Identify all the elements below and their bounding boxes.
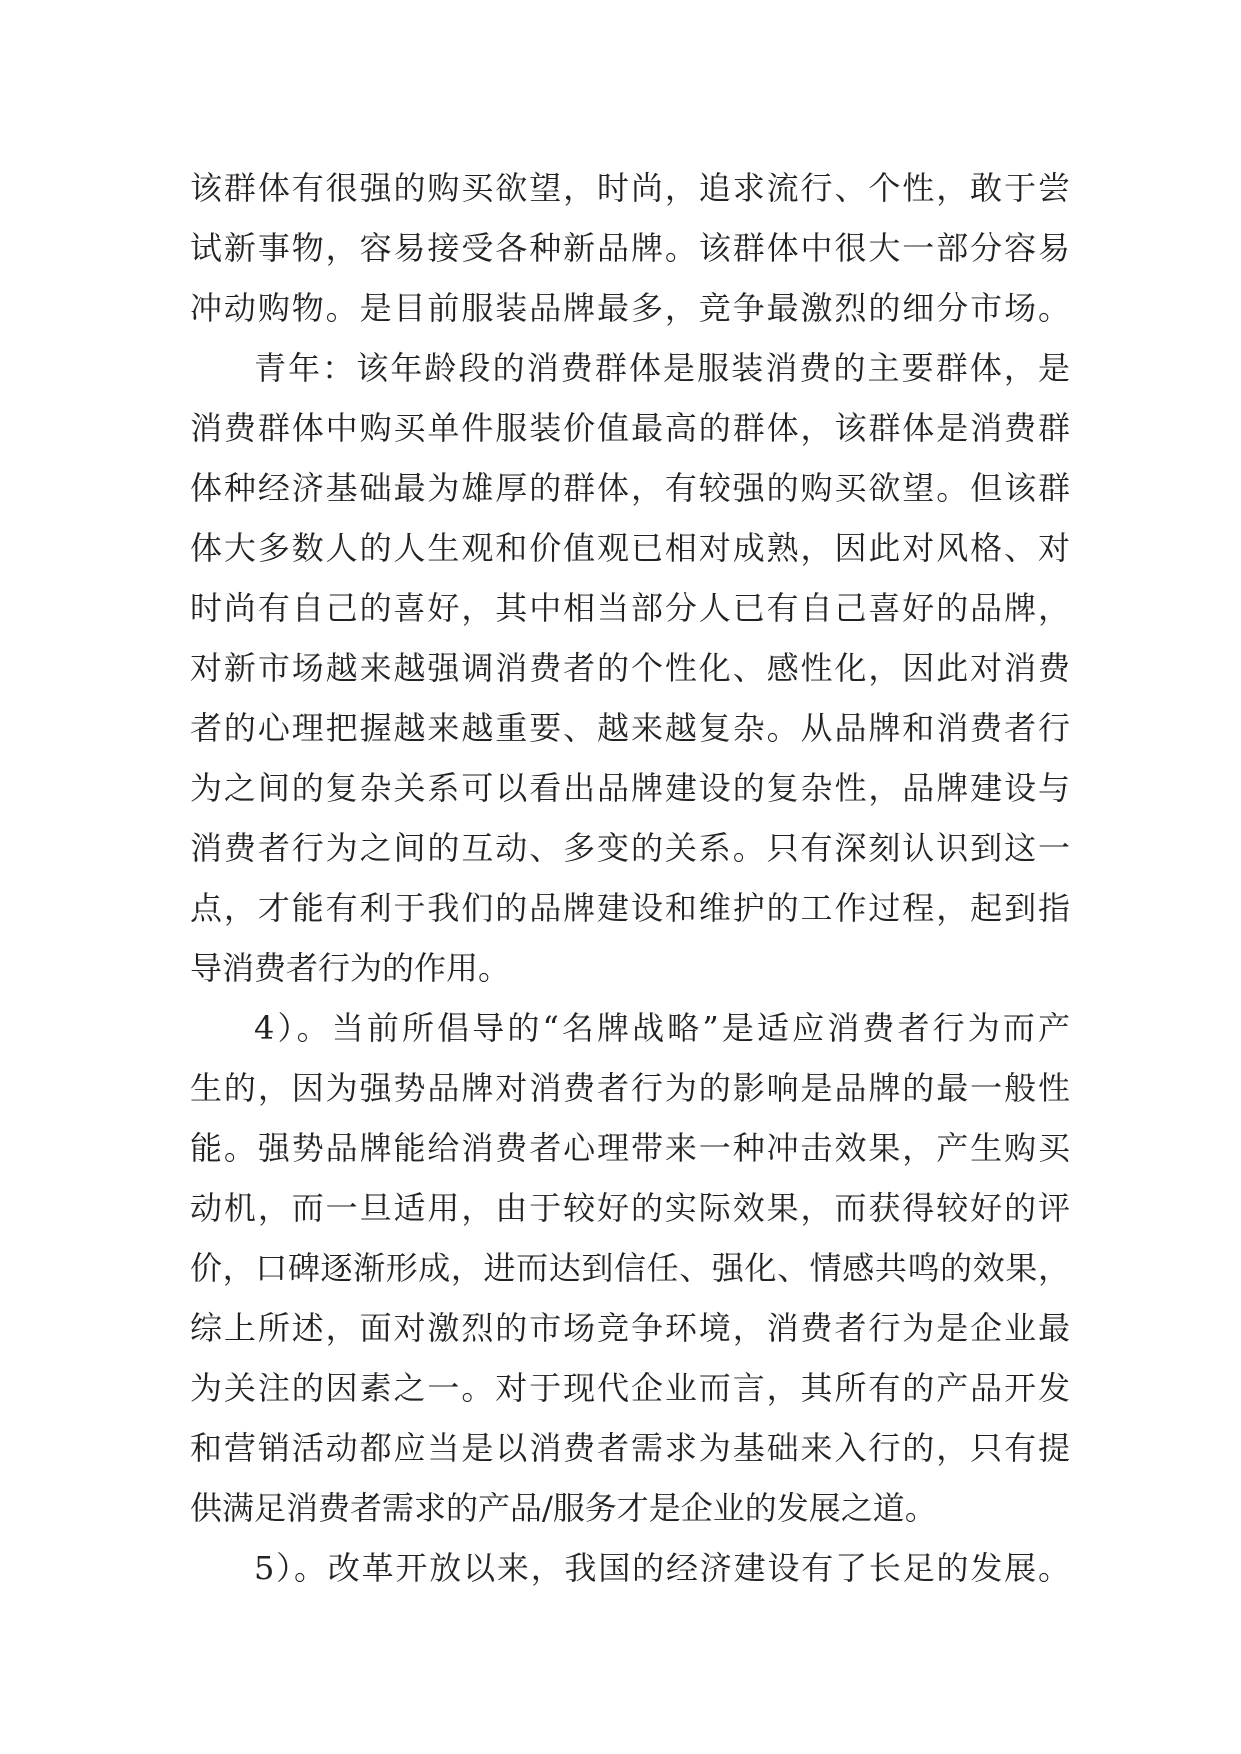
- text-line: 体种经济基础最为雄厚的群体，有较强的购买欲望。但该群: [190, 469, 1070, 507]
- text-line: 综上所述，面对激烈的市场竞争环境，消费者行为是企业最: [190, 1309, 1070, 1347]
- paragraph-start-line: 5）。改革开放以来，我国的经济建设有了长足的发展。: [254, 1549, 1070, 1587]
- text-line: 时尚有自己的喜好，其中相当部分人已有自己喜好的品牌，: [190, 589, 1070, 627]
- text-line: 对新市场越来越强调消费者的个性化、感性化，因此对消费: [190, 649, 1070, 687]
- text-line: 该群体有很强的购买欲望，时尚，追求流行、个性，敢于尝: [190, 169, 1070, 207]
- text-line: 试新事物，容易接受各种新品牌。该群体中很大一部分容易: [190, 229, 1070, 267]
- text-line: 为关注的因素之一。对于现代企业而言，其所有的产品开发: [190, 1369, 1070, 1407]
- text-line: 动机，而一旦适用，由于较好的实际效果，而获得较好的评: [190, 1189, 1070, 1227]
- text-line: 生的，因为强势品牌对消费者行为的影响是品牌的最一般性: [190, 1069, 1070, 1107]
- paragraph-end-line: 供满足消费者需求的产品/服务才是企业的发展之道。: [190, 1489, 937, 1527]
- text-line: 冲动购物。是目前服装品牌最多，竞争最激烈的细分市场。: [190, 289, 1070, 327]
- text-line: 消费者行为之间的互动、多变的关系。只有深刻认识到这一: [190, 829, 1070, 867]
- text-line: 为之间的复杂关系可以看出品牌建设的复杂性，品牌建设与: [190, 769, 1070, 807]
- text-line: 点，才能有利于我们的品牌建设和维护的工作过程，起到指: [190, 889, 1070, 927]
- paragraph-start-line: 4）。当前所倡导的“名牌战略”是适应消费者行为而产: [254, 1009, 1070, 1047]
- text-line: 体大多数人的人生观和价值观已相对成熟，因此对风格、对: [190, 529, 1070, 567]
- document-body: [190, 158, 1070, 1598]
- text-line: 和营销活动都应当是以消费者需求为基础来入行的，只有提: [190, 1429, 1070, 1467]
- text-line: 价，口碑逐渐形成，进而达到信任、强化、情感共鸣的效果，: [190, 1249, 1070, 1287]
- paragraph-end-line: 导消费者行为的作用。: [190, 949, 511, 987]
- text-line: 者的心理把握越来越重要、越来越复杂。从品牌和消费者行: [190, 709, 1070, 747]
- paragraph-start-line: 青年：该年龄段的消费群体是服装消费的主要群体，是: [254, 349, 1070, 387]
- text-line: 能。强势品牌能给消费者心理带来一种冲击效果，产生购买: [190, 1129, 1070, 1167]
- text-line: 消费群体中购买单件服装价值最高的群体，该群体是消费群: [190, 409, 1070, 447]
